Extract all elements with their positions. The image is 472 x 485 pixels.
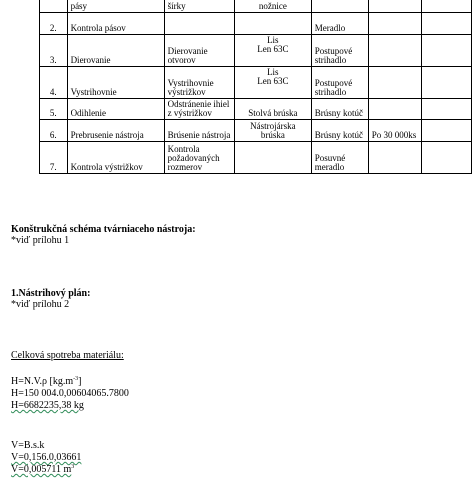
- table-cell-operation: Dierovanie: [67, 35, 164, 67]
- table-cell-extra: [368, 142, 422, 174]
- table-cell-operation: Kontrola výstrižkov: [67, 142, 164, 174]
- table-cell-machine: [234, 142, 311, 174]
- table-cell-description: Brúsenie nástroja: [164, 120, 234, 142]
- plan-ref: *viď prílohu 2: [11, 299, 70, 310]
- table-cell-tool: Meradlo: [311, 13, 368, 35]
- table-cell-extra: [368, 67, 422, 99]
- table-cell-description: Dierovanie otvorov: [164, 35, 234, 67]
- table-cell-empty: [422, 67, 472, 99]
- table-cell-num: 3.: [40, 35, 68, 67]
- v-calc: V=0,156.0,03661: [11, 452, 82, 463]
- schema-title: Konštrukčná schéma tvárniaceho nástroja:: [11, 224, 196, 235]
- table-cell-tool: Postupové strihadlo: [311, 35, 368, 67]
- table-cell-tool: Brúsny kotúč: [311, 120, 368, 142]
- table-cell-num: 5.: [40, 99, 68, 120]
- table-cell-empty: [422, 35, 472, 67]
- table-cell-operation: Vystrihovnie: [67, 67, 164, 99]
- table-cell-machine: [234, 13, 311, 35]
- table-cell-extra: Po 30 000ks: [368, 120, 422, 142]
- table-cell-machine: Lis Len 63C: [234, 35, 311, 67]
- table-cell-num: [40, 0, 68, 13]
- table-cell-extra: [368, 0, 422, 13]
- table-cell-operation: Prebrusenie nástroja: [67, 120, 164, 142]
- table-cell-machine: Stolvá brúska: [234, 99, 311, 120]
- table-cell-num: 2.: [40, 13, 68, 35]
- table-cell-extra: [368, 13, 422, 35]
- h-result: H=6682235,38 kg: [11, 400, 84, 411]
- process-table: [39, 0, 472, 174]
- table-cell-num: 6.: [40, 120, 68, 142]
- table-cell-extra: [368, 99, 422, 120]
- table-cell-description: Odstránenie ihiel z výstrižkov: [164, 99, 234, 120]
- h-formula: H=N.V.ρ $[kg.m^{-3}]$: [11, 376, 82, 387]
- plan-title: 1.Nástrihový plán:: [11, 288, 91, 299]
- table-cell-empty: [422, 0, 472, 13]
- table-cell-tool: Brúsny kotúč: [311, 99, 368, 120]
- table-cell-operation: pásy: [67, 0, 164, 13]
- v-formula: V=B.s.k: [11, 440, 45, 451]
- table-cell-description: [164, 13, 234, 35]
- table-row: [40, 13, 472, 35]
- table-cell-description: šírky: [164, 0, 234, 13]
- table-cell-description: Kontrola požadovaných rozmerov: [164, 142, 234, 174]
- table-cell-tool: [311, 0, 368, 13]
- table-cell-empty: [422, 99, 472, 120]
- table-row: [40, 0, 472, 13]
- table-cell-machine: Lis Len 63C: [234, 67, 311, 99]
- table-row: [40, 35, 472, 67]
- table-cell-num: 4.: [40, 67, 68, 99]
- table-cell-machine: nožnice: [234, 0, 311, 13]
- h-calc: H=150 004.0,00604065.7800: [11, 388, 129, 399]
- table-cell-operation: Odihlenie: [67, 99, 164, 120]
- table-cell-machine: Nástrojárska brúska: [234, 120, 311, 142]
- table-row: [40, 120, 472, 142]
- table-row: [40, 99, 472, 120]
- table-cell-tool: Posuvné meradlo: [311, 142, 368, 174]
- v-result: V=0,005711 $m^3$: [11, 464, 75, 475]
- table-cell-num: 7.: [40, 142, 68, 174]
- table-cell-empty: [422, 142, 472, 174]
- table-row: [40, 142, 472, 174]
- table-cell-empty: [422, 13, 472, 35]
- consumption-title: Celková spotreba materiálu:: [11, 350, 124, 361]
- table-cell-description: Vystrihovnie výstrižkov: [164, 67, 234, 99]
- table-cell-extra: [368, 35, 422, 67]
- schema-ref: *viď prílohu 1: [11, 235, 70, 246]
- table-cell-tool: Postupové strihadlo: [311, 67, 368, 99]
- table-row: [40, 67, 472, 99]
- table-cell-operation: Kontrola pásov: [67, 13, 164, 35]
- table-cell-empty: [422, 120, 472, 142]
